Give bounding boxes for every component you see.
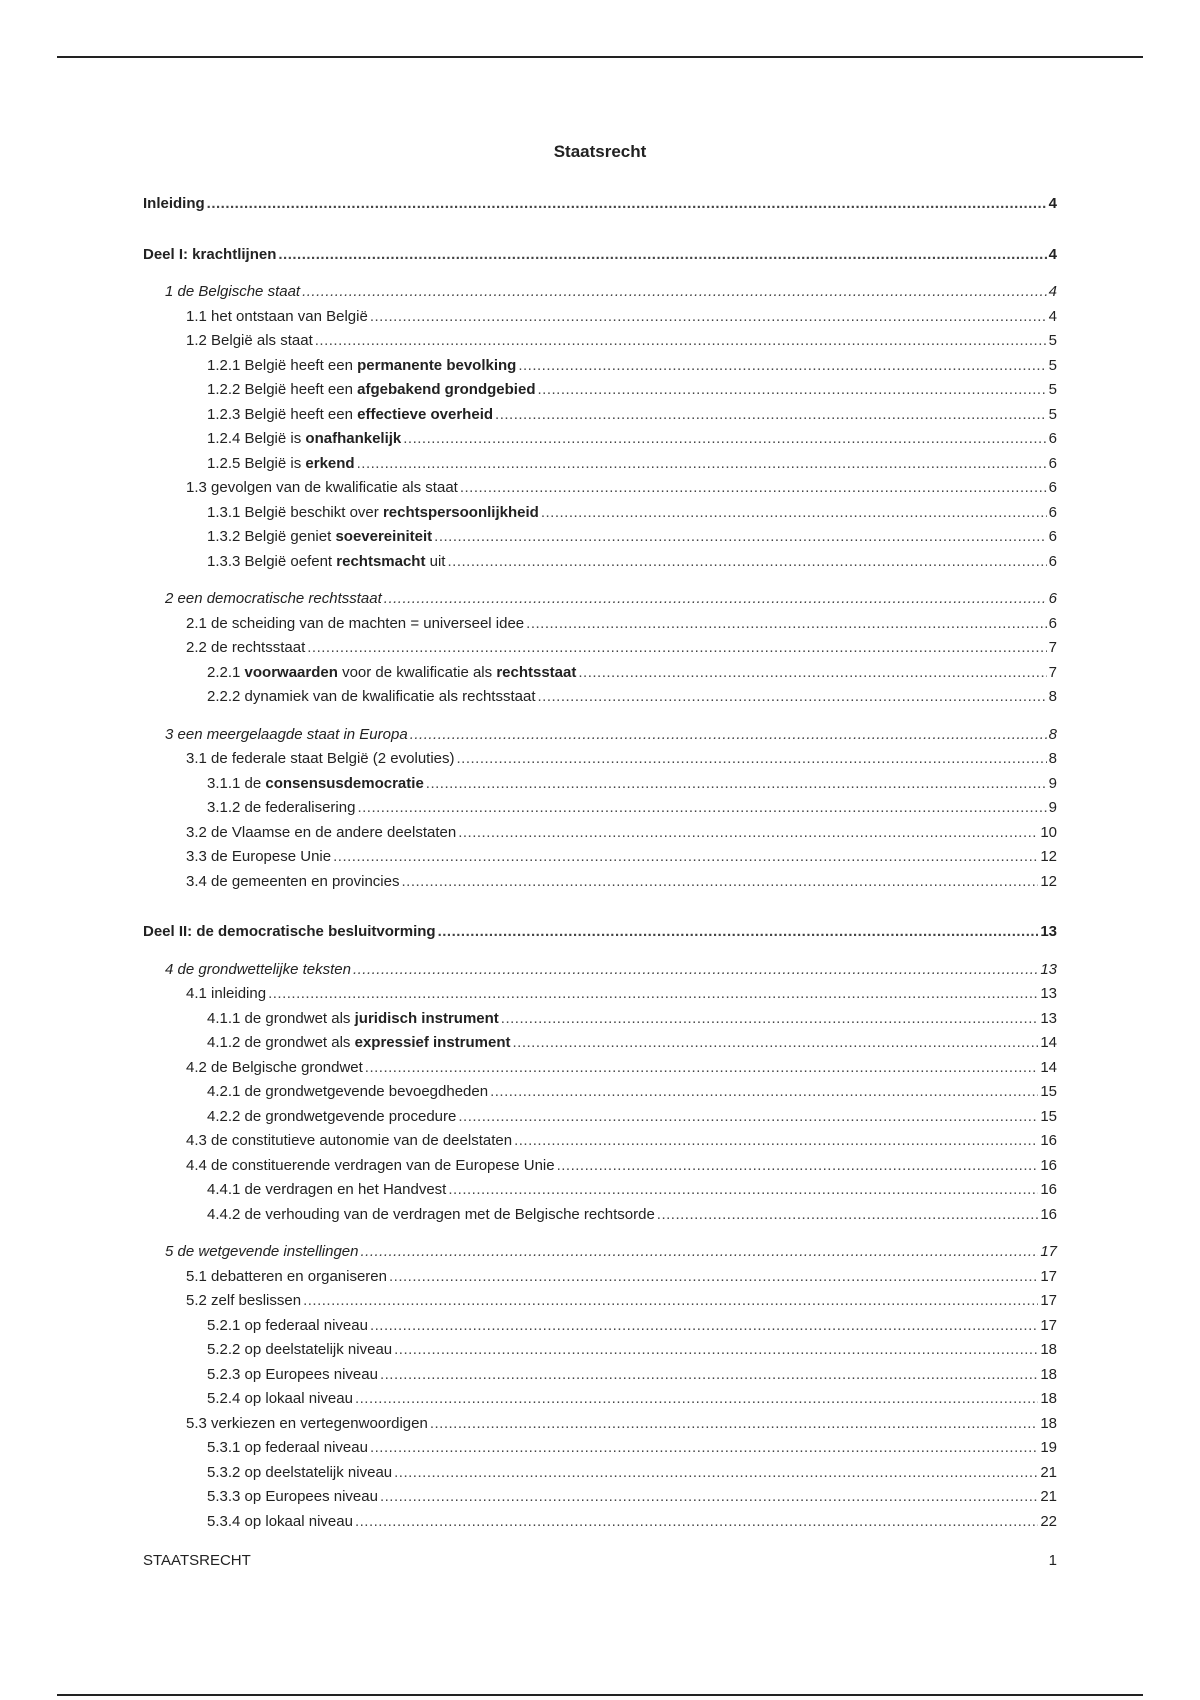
toc-leader-dots [438, 920, 1039, 945]
toc-entry-label [186, 821, 456, 846]
toc-page-number: 5 [1048, 332, 1057, 349]
toc-page-number: 14 [1040, 1058, 1057, 1076]
toc-leader-dots [389, 1265, 1038, 1290]
toc-leader-dots [307, 636, 1046, 661]
toc-entry[interactable] [143, 796, 1057, 821]
toc-page-number: 15 [1040, 1083, 1057, 1100]
toc-entry[interactable] [143, 427, 1057, 452]
toc-leader-dots [401, 870, 1038, 895]
toc-leader-dots [557, 1154, 1039, 1179]
toc-leader-dots [541, 501, 1047, 526]
toc-entry-label [207, 452, 355, 477]
toc-entry-label [165, 1240, 358, 1265]
toc-entry-text: 5 de wetgevende instellingen [165, 1243, 359, 1260]
toc-entry-text: 1.2.4 België is [207, 430, 306, 447]
toc-page-number: 8 [1048, 725, 1057, 743]
toc-entry-text: permanente bevolking [357, 356, 517, 374]
toc-entry-text: 2.1 de scheiding van de machten = universeel idee [186, 614, 525, 632]
toc-entry-text: rechtsstaat [496, 663, 577, 681]
toc-entry-label [207, 1461, 392, 1486]
toc-entry-label [186, 1129, 512, 1154]
toc-leader-dots [490, 1080, 1038, 1105]
toc-entry-text: 1 de Belgische staat [165, 283, 301, 300]
toc-page-number: 5 [1048, 356, 1057, 374]
toc-entry-text: 1.3 gevolgen van de kwalificatie als staat [186, 479, 458, 496]
toc-entry-label [207, 685, 536, 710]
toc-entry[interactable] [143, 747, 1057, 772]
toc-page-number: 21 [1040, 1488, 1057, 1505]
toc-entry[interactable] [143, 845, 1057, 870]
toc-entry[interactable] [143, 1080, 1057, 1105]
toc-entry-label [207, 403, 493, 428]
toc-entry-label [186, 636, 305, 661]
toc-entry-text: 4.2.1 de grondwetgevende bevoegdheden [207, 1083, 489, 1100]
toc-page-number: 18 [1040, 1390, 1057, 1407]
toc-entry-text: 5.2.4 op lokaal niveau [207, 1390, 353, 1407]
toc-page-number: 19 [1040, 1439, 1057, 1456]
toc-entry-label [207, 772, 424, 797]
toc-leader-dots [302, 280, 1047, 305]
toc-entry[interactable] [143, 723, 1057, 748]
toc-entry-label [207, 550, 445, 575]
toc-entry[interactable] [143, 920, 1057, 945]
toc-entry-label [207, 1031, 511, 1056]
toc-entry-label [186, 1289, 301, 1314]
toc-entry-label [186, 612, 524, 637]
toc-page-number: 17 [1040, 1243, 1057, 1260]
toc-leader-dots [394, 1461, 1038, 1486]
toc-entry-label [143, 920, 436, 945]
toc-entry[interactable] [143, 476, 1057, 501]
toc-page-number: 4 [1048, 307, 1057, 325]
toc-entry-text: uit [425, 552, 446, 570]
toc-entry[interactable] [143, 452, 1057, 477]
footer-title: STAATSRECHT [143, 1552, 251, 1569]
toc-page-number: 8 [1048, 688, 1057, 705]
toc-entry-text: 2 een democratische rechtsstaat [165, 590, 382, 607]
toc-entry-label [143, 243, 276, 268]
toc-entry-label [207, 378, 535, 403]
toc-entry[interactable] [143, 1129, 1057, 1154]
toc-entry-text: 1.3.1 België beschikt over [207, 503, 383, 521]
toc-entry[interactable] [143, 587, 1057, 612]
toc-entry-label [186, 476, 458, 501]
toc-page-number: 12 [1040, 848, 1057, 865]
toc-page-number: 7 [1048, 639, 1057, 656]
toc-page-number: 10 [1040, 823, 1057, 841]
toc-entry-text: 1.2 België als staat [186, 332, 313, 349]
toc-entry-label [186, 870, 399, 895]
table-of-contents [143, 192, 1057, 1534]
toc-entry[interactable] [143, 1461, 1057, 1486]
toc-leader-dots [657, 1203, 1039, 1228]
toc-entry-label [207, 1387, 353, 1412]
toc-entry-label [165, 723, 408, 748]
toc-leader-dots [365, 1056, 1039, 1081]
toc-entry-text: 3.1 de federale staat België (2 evoluties) [186, 750, 455, 767]
toc-entry-text: 4.1.2 de grondwet als [207, 1034, 355, 1051]
toc-entry-text: 3.3 de Europese Unie [186, 848, 332, 865]
toc-entry[interactable] [143, 870, 1057, 895]
toc-leader-dots [458, 1105, 1038, 1130]
toc-leader-dots [518, 354, 1046, 379]
toc-entry-label [207, 796, 355, 821]
toc-leader-dots [426, 772, 1047, 797]
toc-leader-dots [278, 243, 1046, 268]
toc-entry-text: consensusdemocratie [265, 774, 424, 792]
toc-entry[interactable] [143, 661, 1057, 686]
toc-entry-label [207, 427, 401, 452]
toc-entry[interactable] [143, 525, 1057, 550]
toc-entry-label [207, 1338, 392, 1363]
toc-leader-dots [410, 723, 1047, 748]
toc-entry[interactable] [143, 280, 1057, 305]
toc-entry-label [186, 1265, 387, 1290]
toc-page-number: 5 [1048, 405, 1057, 423]
toc-leader-dots [457, 747, 1047, 772]
toc-entry-label [165, 958, 351, 983]
toc-entry-label [207, 525, 432, 550]
toc-entry-text: 5.3.3 op Europees niveau [207, 1488, 378, 1505]
toc-page-number: 13 [1040, 985, 1057, 1002]
toc-leader-dots [268, 982, 1038, 1007]
toc-leader-dots [538, 685, 1047, 710]
toc-entry-label [207, 1436, 368, 1461]
toc-page-number: 6 [1048, 430, 1057, 447]
toc-entry-text: 3.1.1 de [207, 774, 266, 792]
toc-entry-text: 5.3.2 op deelstatelijk niveau [207, 1463, 393, 1481]
toc-entry-label [186, 305, 368, 330]
toc-entry-label [207, 1510, 353, 1535]
toc-entry-label [165, 280, 300, 305]
toc-entry-text: erkend [305, 454, 355, 472]
toc-leader-dots [370, 1314, 1038, 1339]
toc-entry-text: 5.3 verkiezen en vertegenwoordigen [186, 1414, 428, 1432]
toc-entry-text: 1.1 het ontstaan van België [186, 307, 368, 325]
toc-entry-text: 1.2.3 België heeft een [207, 405, 358, 423]
toc-entry-label [207, 1314, 368, 1339]
toc-leader-dots [355, 1510, 1038, 1535]
toc-page-number: 17 [1040, 1316, 1057, 1334]
toc-leader-dots [315, 329, 1047, 354]
toc-leader-dots [357, 452, 1047, 477]
toc-leader-dots [370, 1436, 1038, 1461]
toc-entry-text: rechtspersoonlijkheid [382, 503, 539, 521]
toc-entry-text: 3.2 de Vlaamse en de andere deelstaten [186, 823, 457, 841]
toc-page-number: 6 [1048, 614, 1057, 632]
toc-entry-label [186, 329, 313, 354]
toc-entry[interactable] [143, 550, 1057, 575]
toc-entry-text: 4.2 de Belgische grondwet [186, 1058, 363, 1076]
toc-leader-dots [355, 1387, 1038, 1412]
toc-entry-text: 4.4.2 de verhouding van de verdragen met de Belgische rechtsorde [207, 1205, 655, 1223]
toc-page-number: 21 [1040, 1463, 1057, 1481]
toc-entry-text: effectieve overheid [357, 405, 494, 423]
toc-entry-text: rechtsmacht [336, 552, 426, 570]
toc-leader-dots [370, 305, 1047, 330]
toc-page-number: 4 [1048, 283, 1057, 300]
toc-entry[interactable] [143, 1412, 1057, 1437]
toc-page-number: 13 [1040, 1009, 1057, 1027]
toc-entry-text: 4.4 de constituerende verdragen van de Europese Unie [186, 1156, 555, 1174]
toc-leader-dots [333, 845, 1038, 870]
toc-entry-text: 4.1.1 de grondwet als [207, 1009, 355, 1027]
toc-entry-text: 2.2.2 dynamiek van de kwalificatie als rechtsstaat [207, 688, 536, 705]
toc-leader-dots [380, 1363, 1038, 1388]
toc-entry[interactable] [143, 1203, 1057, 1228]
toc-entry[interactable] [143, 821, 1057, 846]
toc-page-number: 18 [1040, 1414, 1057, 1432]
toc-leader-dots [360, 1240, 1038, 1265]
toc-leader-dots [447, 550, 1046, 575]
toc-entry-label [186, 747, 455, 772]
toc-entry[interactable] [143, 772, 1057, 797]
toc-entry-text: 5.1 debatteren en organiseren [186, 1267, 387, 1285]
toc-entry[interactable] [143, 1178, 1057, 1203]
toc-entry-text: Deel II: de democratische besluitvorming [143, 923, 436, 940]
toc-entry[interactable] [143, 1289, 1057, 1314]
toc-page-number: 16 [1040, 1181, 1057, 1198]
toc-leader-dots [460, 476, 1047, 501]
toc-page-number: 18 [1040, 1365, 1057, 1383]
toc-entry-text: expressief instrument [354, 1034, 511, 1051]
toc-entry-label [165, 587, 382, 612]
toc-entry[interactable] [143, 685, 1057, 710]
toc-leader-dots [380, 1485, 1038, 1510]
toc-leader-dots [495, 403, 1047, 428]
toc-entry-text: 5.2 zelf beslissen [186, 1292, 302, 1309]
toc-leader-dots [394, 1338, 1038, 1363]
toc-page-number: 13 [1040, 960, 1057, 978]
toc-entry-text: voorwaarden [244, 663, 338, 681]
toc-entry-text: Inleiding [143, 195, 205, 212]
toc-entry-label [186, 982, 266, 1007]
toc-page-number: 12 [1040, 872, 1057, 890]
toc-entry[interactable] [143, 1436, 1057, 1461]
toc-leader-dots [384, 587, 1047, 612]
toc-entry-text: 1.3.3 België oefent [207, 552, 337, 570]
toc-entry-text: 1.3.2 België geniet [207, 528, 336, 545]
toc-page-number: 6 [1048, 552, 1057, 570]
toc-entry-label [186, 1154, 555, 1179]
toc-entry-label [186, 1056, 363, 1081]
header-rule [57, 56, 1143, 58]
toc-entry-text: Deel I: krachtlijnen [143, 245, 277, 263]
toc-entry[interactable] [143, 403, 1057, 428]
toc-entry-text: 3 een meergelaagde staat in Europa [165, 725, 408, 743]
toc-page-number: 5 [1048, 381, 1057, 398]
toc-entry[interactable] [143, 1240, 1057, 1265]
toc-leader-dots [501, 1007, 1039, 1032]
toc-entry-label [143, 192, 205, 217]
toc-entry[interactable] [143, 1154, 1057, 1179]
toc-entry[interactable] [143, 1031, 1057, 1056]
toc-entry[interactable] [143, 1510, 1057, 1535]
toc-leader-dots [448, 1178, 1038, 1203]
toc-entry[interactable] [143, 1105, 1057, 1130]
toc-entry-label [207, 354, 516, 379]
toc-leader-dots [357, 796, 1046, 821]
toc-entry-text: 1.2.5 België is [207, 454, 306, 472]
toc-entry-text: 5.3.4 op lokaal niveau [207, 1512, 353, 1530]
toc-entry-text: 1.2.1 België heeft een [207, 356, 358, 374]
toc-page-number: 6 [1048, 528, 1057, 545]
toc-entry[interactable] [143, 958, 1057, 983]
toc-entry[interactable] [143, 612, 1057, 637]
toc-entry-text: 5.2.3 op Europees niveau [207, 1365, 378, 1383]
toc-page-number: 7 [1048, 663, 1057, 681]
toc-entry[interactable] [143, 636, 1057, 661]
toc-page-number: 6 [1048, 454, 1057, 472]
toc-leader-dots [207, 192, 1047, 217]
toc-entry[interactable] [143, 192, 1057, 217]
toc-entry-text: 4.2.2 de grondwetgevende procedure [207, 1107, 457, 1125]
toc-leader-dots [458, 821, 1038, 846]
toc-entry-label [207, 1203, 655, 1228]
toc-entry-label [207, 501, 539, 526]
toc-page-number: 17 [1040, 1267, 1057, 1285]
toc-entry[interactable] [143, 305, 1057, 330]
page-footer [143, 1552, 1057, 1569]
toc-entry-label [186, 845, 331, 870]
toc-page-number: 18 [1040, 1341, 1057, 1358]
toc-entry[interactable] [143, 1338, 1057, 1363]
toc-leader-dots [578, 661, 1046, 686]
toc-page-number: 15 [1040, 1107, 1057, 1125]
toc-leader-dots [403, 427, 1046, 452]
toc-entry-label [207, 1485, 378, 1510]
toc-page-number: 4 [1048, 195, 1057, 212]
toc-page-number: 13 [1040, 923, 1057, 940]
toc-entry-text: afgebakend grondgebied [357, 381, 536, 398]
toc-page-number: 14 [1040, 1034, 1057, 1051]
toc-leader-dots [434, 525, 1047, 550]
toc-page-number: 9 [1048, 774, 1057, 792]
toc-entry-text: juridisch instrument [354, 1009, 499, 1027]
toc-leader-dots [430, 1412, 1038, 1437]
footer-rule [57, 1694, 1143, 1696]
toc-page-number: 6 [1048, 503, 1057, 521]
toc-page-number: 16 [1040, 1156, 1057, 1174]
toc-leader-dots [303, 1289, 1038, 1314]
toc-entry-text: soevereiniteit [335, 528, 433, 545]
toc-entry-text: 5.2.2 op deelstatelijk niveau [207, 1341, 393, 1358]
toc-entry-label [207, 1007, 499, 1032]
toc-entry-text: 4 de grondwettelijke teksten [165, 960, 351, 978]
toc-entry[interactable] [143, 1265, 1057, 1290]
toc-entry[interactable] [143, 1387, 1057, 1412]
toc-page-number: 9 [1048, 799, 1057, 816]
toc-leader-dots [526, 612, 1047, 637]
toc-entry-text: 5.3.1 op federaal niveau [207, 1439, 368, 1456]
toc-page-number: 6 [1048, 479, 1057, 496]
toc-entry[interactable] [143, 982, 1057, 1007]
toc-page-number: 22 [1040, 1512, 1057, 1530]
toc-entry[interactable] [143, 1314, 1057, 1339]
toc-page-number: 4 [1048, 245, 1057, 263]
toc-page-number: 17 [1040, 1292, 1057, 1309]
toc-entry-text: 5.2.1 op federaal niveau [207, 1316, 368, 1334]
toc-entry[interactable] [143, 1056, 1057, 1081]
toc-entry[interactable] [143, 1485, 1057, 1510]
toc-entry[interactable] [143, 1363, 1057, 1388]
toc-entry-text: 4.4.1 de verdragen en het Handvest [207, 1181, 447, 1198]
document-title: Staatsrecht [553, 142, 647, 161]
toc-entry-label [207, 1105, 456, 1130]
toc-entry-text: 4.3 de constitutieve autonomie van de deelstaten [186, 1132, 513, 1149]
toc-entry[interactable] [143, 501, 1057, 526]
toc-page-number: 16 [1040, 1205, 1057, 1223]
toc-page-number: 6 [1048, 590, 1057, 607]
toc-entry-label [207, 1178, 446, 1203]
toc-entry-text: 2.2.1 [207, 663, 245, 681]
toc-entry[interactable] [143, 1007, 1057, 1032]
toc-entry-text: 3.4 de gemeenten en provincies [186, 872, 400, 890]
toc-entry[interactable] [143, 243, 1057, 268]
toc-entry-text: 4.1 inleiding [186, 985, 267, 1002]
toc-entry-text: 1.2.2 België heeft een [207, 381, 358, 398]
toc-entry[interactable] [143, 329, 1057, 354]
toc-entry-text: 2.2 de rechtsstaat [186, 639, 306, 656]
page-number: 1 [1048, 1552, 1057, 1569]
toc-entry-text: voor de kwalificatie als [337, 663, 497, 681]
toc-entry-label [186, 1412, 428, 1437]
toc-entry[interactable] [143, 378, 1057, 403]
toc-leader-dots [513, 1031, 1039, 1056]
toc-leader-dots [537, 378, 1046, 403]
toc-leader-dots [353, 958, 1038, 983]
toc-entry[interactable] [143, 354, 1057, 379]
toc-page-number: 8 [1048, 750, 1057, 767]
toc-page-number: 16 [1040, 1132, 1057, 1149]
toc-entry-label [207, 1080, 488, 1105]
toc-leader-dots [514, 1129, 1038, 1154]
toc-entry-label [207, 1363, 378, 1388]
toc-entry-text: onafhankelijk [305, 430, 402, 447]
toc-entry-label [207, 661, 576, 686]
toc-entry-text: 3.1.2 de federalisering [207, 799, 356, 816]
